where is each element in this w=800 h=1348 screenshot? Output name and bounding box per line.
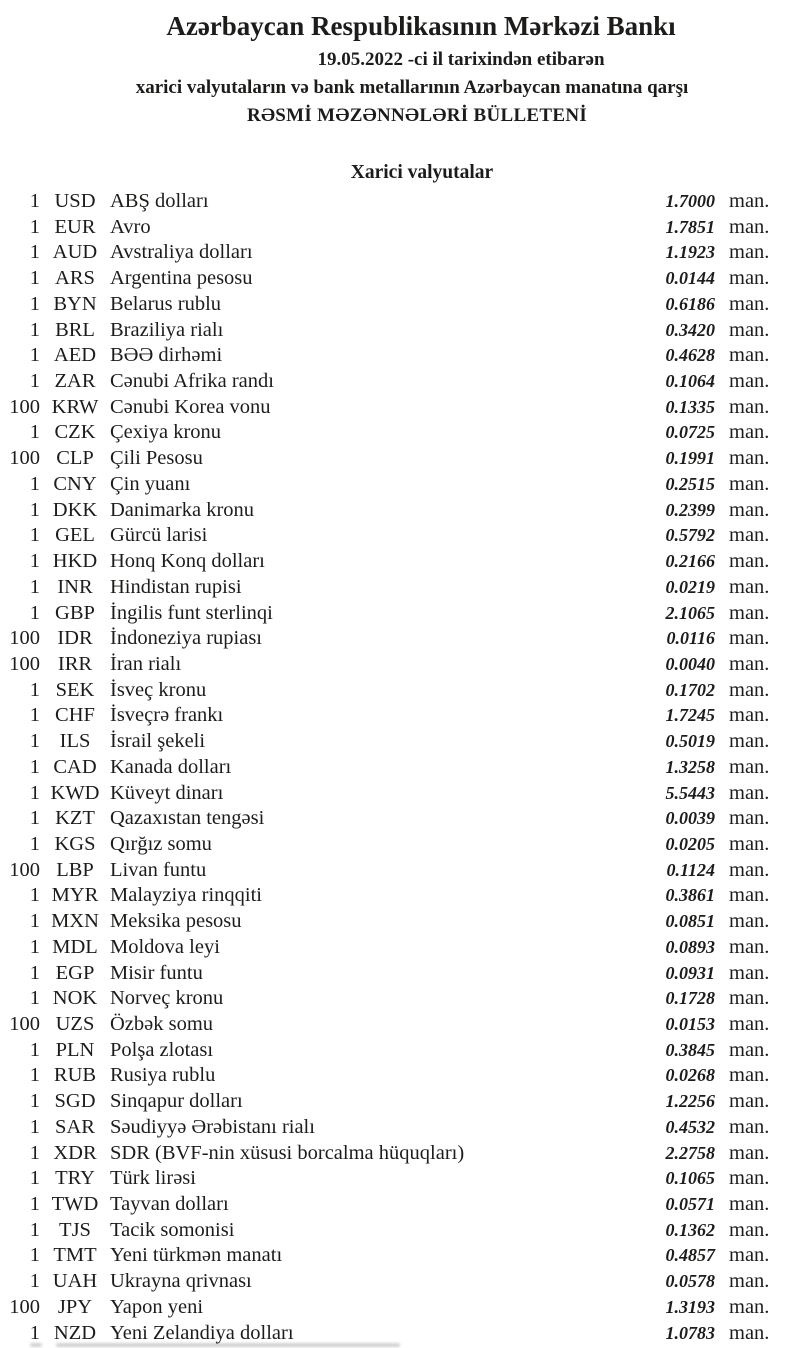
manat-unit: man. (729, 318, 770, 341)
currency-code: MDL (52, 935, 98, 958)
currency-name: Çili Pesosu (110, 447, 203, 470)
quantity: 1 (29, 370, 40, 393)
rate-value: 2.1065 (665, 602, 715, 623)
currency-code: AUD (52, 241, 98, 264)
currency-name: Kanada dolları (110, 755, 232, 778)
rate-row (0, 446, 800, 472)
manat-unit: man. (729, 1244, 770, 1267)
rate-value: 1.3193 (665, 1296, 715, 1317)
quantity: 1 (29, 190, 40, 212)
rate-row (0, 189, 800, 215)
quantity: 1 (29, 318, 40, 341)
manat-unit: man. (729, 550, 770, 573)
currency-name: Səudiyyə Ərəbistanı rialı (110, 1115, 315, 1138)
currency-code: USD (54, 190, 96, 212)
rate-row (0, 832, 800, 858)
currency-code: NZD (53, 1321, 97, 1344)
currency-name: ABŞ dolları (110, 190, 209, 212)
rate-row (0, 1012, 800, 1038)
rate-value: 0.0116 (666, 628, 715, 649)
rate-row (0, 1063, 800, 1089)
manat-unit: man. (729, 807, 770, 830)
rate-value: 0.0039 (665, 808, 715, 829)
currency-code: CHF (55, 704, 95, 727)
rate-value: 0.2399 (665, 499, 715, 520)
quantity: 1 (29, 292, 40, 315)
quantity: 100 (9, 652, 40, 675)
currency-code: INR (57, 575, 93, 598)
manat-unit: man. (729, 370, 770, 393)
rate-row (0, 1243, 800, 1269)
currency-name: Misir funtu (110, 961, 203, 984)
rate-value: 0.0205 (665, 833, 715, 854)
manat-unit: man. (729, 241, 770, 264)
rate-value: 1.2256 (665, 1091, 715, 1112)
currency-code: IRR (57, 652, 93, 675)
rate-row (0, 961, 800, 987)
bank-title: Azərbaycan Respublikasının Mərkəzi Bankı (166, 11, 676, 41)
currency-name: BƏƏ dirhəmi (110, 344, 223, 367)
rate-value: 0.2166 (665, 551, 715, 572)
rate-value: 0.4857 (665, 1245, 715, 1266)
rate-value: 0.3861 (665, 885, 715, 906)
currency-code: LBP (56, 858, 94, 881)
rate-row (0, 729, 800, 755)
rate-row (0, 343, 800, 369)
rate-value: 0.0040 (665, 653, 715, 674)
rate-value: 0.0725 (665, 422, 715, 443)
rate-row (0, 369, 800, 395)
currency-name: Sinqapur dolları (110, 1090, 243, 1113)
quantity: 1 (29, 884, 40, 907)
currency-code: ZAR (54, 370, 96, 393)
currency-name: Tayvan dolları (110, 1193, 229, 1216)
currency-name: Moldova leyi (110, 935, 220, 958)
rate-value: 0.4628 (665, 345, 715, 366)
currency-code: KZT (55, 807, 95, 830)
rate-value: 2.2758 (665, 1142, 715, 1163)
currency-code: TRY (55, 1167, 95, 1190)
rate-row (0, 215, 800, 241)
rate-value: 0.0144 (665, 268, 715, 289)
quantity: 1 (29, 472, 40, 495)
rate-row (0, 575, 800, 601)
quantity: 1 (29, 704, 40, 727)
quantity: 1 (29, 910, 40, 933)
currency-name: Livan funtu (110, 858, 207, 881)
currency-code: NOK (52, 987, 98, 1010)
quantity: 1 (29, 1038, 40, 1061)
manat-unit: man. (729, 730, 770, 753)
currency-name: Küveyt dinarı (110, 781, 224, 804)
manat-unit: man. (729, 498, 770, 521)
rate-value: 0.5019 (665, 731, 715, 752)
rate-value: 1.7245 (665, 705, 715, 726)
currency-code: KWD (50, 781, 100, 804)
rate-row (0, 472, 800, 498)
currency-code: GBP (55, 601, 95, 624)
rate-row (0, 1166, 800, 1192)
currency-code: AED (53, 344, 97, 367)
quantity: 100 (9, 395, 40, 418)
currency-name: Tacik somonisi (110, 1218, 235, 1241)
currency-code: TMT (53, 1244, 97, 1267)
quantity: 100 (9, 627, 40, 650)
currency-code: DKK (52, 498, 98, 521)
currency-code: TJS (59, 1218, 91, 1241)
currency-code: ARS (55, 267, 95, 290)
manat-unit: man. (729, 395, 770, 418)
rate-row (0, 1089, 800, 1115)
manat-unit: man. (729, 447, 770, 470)
quantity: 1 (29, 987, 40, 1010)
rate-value: 1.1923 (665, 242, 715, 263)
quantity: 1 (29, 498, 40, 521)
quantity: 1 (29, 1141, 40, 1164)
rate-value: 0.0931 (665, 962, 715, 983)
rate-value: 1.3258 (665, 756, 715, 777)
rate-value: 0.1064 (665, 371, 715, 392)
currency-name: Braziliya rialı (110, 318, 224, 341)
currency-name: Qazaxıstan tengəsi (110, 807, 265, 830)
currency-name: Danimarka kronu (110, 498, 255, 521)
currency-name: Honq Konq dolları (110, 550, 265, 573)
rate-row (0, 420, 800, 446)
quantity: 1 (29, 1218, 40, 1241)
quantity: 1 (29, 215, 40, 238)
currency-name: İngilis funt sterlinqi (110, 601, 273, 624)
manat-unit: man. (729, 344, 770, 367)
currency-name: SDR (BVF-nin xüsusi borcalma hüquqları) (110, 1141, 465, 1164)
rate-value: 5.5443 (665, 782, 715, 803)
currency-name: Ukrayna qrivnası (110, 1270, 252, 1293)
manat-unit: man. (729, 1295, 770, 1318)
currency-name: Meksika pesosu (110, 910, 242, 933)
manat-unit: man. (729, 472, 770, 495)
rate-row (0, 1269, 800, 1295)
currency-name: Türk lirəsi (110, 1167, 196, 1190)
currency-code: JPY (57, 1295, 93, 1318)
quantity: 100 (9, 1013, 40, 1035)
quantity: 1 (29, 1167, 40, 1190)
manat-unit: man. (729, 215, 770, 238)
manat-unit: man. (729, 1193, 770, 1216)
currency-name: İsveçrə frankı (110, 704, 224, 727)
manat-unit: man. (729, 421, 770, 444)
currency-code: SEK (55, 678, 95, 701)
currency-name: Özbək somu (110, 1013, 214, 1035)
rate-value: 0.1991 (665, 448, 715, 469)
currency-name: Avro (110, 215, 151, 238)
rate-value: 0.0893 (665, 936, 715, 957)
quantity: 100 (9, 447, 40, 470)
rate-value: 0.0578 (665, 1271, 715, 1292)
currency-name: Norveç kronu (110, 987, 224, 1010)
currency-code: EGP (55, 961, 95, 984)
manat-unit: man. (729, 575, 770, 598)
currency-code: CLP (56, 447, 94, 470)
rate-row (0, 1192, 800, 1218)
section-title-foreign-currencies: Xarici valyutalar (350, 162, 494, 183)
quantity: 1 (29, 781, 40, 804)
rate-value: 0.0219 (665, 576, 715, 597)
manat-unit: man. (729, 1167, 770, 1190)
manat-unit: man. (729, 190, 770, 212)
rate-value: 0.1702 (665, 679, 715, 700)
manat-unit: man. (729, 678, 770, 701)
rate-value: 0.1124 (666, 859, 715, 880)
manat-unit: man. (729, 524, 770, 547)
quantity: 1 (29, 601, 40, 624)
rate-value: 0.1362 (665, 1219, 715, 1240)
manat-unit: man. (729, 987, 770, 1010)
quantity: 100 (9, 1295, 40, 1318)
manat-unit: man. (729, 884, 770, 907)
currency-name: Argentina pesosu (110, 267, 253, 290)
rate-row (0, 266, 800, 292)
quantity: 1 (29, 755, 40, 778)
currency-code: MYR (51, 884, 99, 907)
manat-unit: man. (729, 601, 770, 624)
manat-unit: man. (729, 781, 770, 804)
manat-unit: man. (729, 1218, 770, 1241)
currency-code: TWD (51, 1193, 99, 1216)
currency-name: Avstraliya dolları (110, 241, 253, 264)
currency-code: BRL (55, 318, 95, 341)
currency-code: ILS (59, 730, 91, 753)
quantity: 1 (29, 1090, 40, 1113)
rate-value: 0.1335 (665, 396, 715, 417)
rate-row (0, 601, 800, 627)
cutoff-next-row-fragment (30, 1343, 42, 1347)
manat-unit: man. (729, 1321, 770, 1344)
quantity: 1 (29, 1321, 40, 1344)
currency-code: CNY (53, 472, 97, 495)
manat-unit: man. (729, 858, 770, 881)
rate-row (0, 1038, 800, 1064)
rate-row (0, 806, 800, 832)
currency-code: RUB (53, 1064, 97, 1087)
currency-code: UZS (55, 1013, 95, 1035)
manat-unit: man. (729, 1013, 770, 1035)
rate-row (0, 781, 800, 807)
manat-unit: man. (729, 627, 770, 650)
quantity: 1 (29, 1064, 40, 1087)
manat-unit: man. (729, 832, 770, 855)
rate-row (0, 292, 800, 318)
manat-unit: man. (729, 935, 770, 958)
manat-unit: man. (729, 1270, 770, 1293)
currency-code: PLN (55, 1038, 95, 1061)
manat-unit: man. (729, 1115, 770, 1138)
currency-name: Gürcü larisi (110, 524, 208, 547)
quantity: 1 (29, 241, 40, 264)
currency-code: UAH (52, 1270, 98, 1293)
rate-value: 0.0851 (665, 911, 715, 932)
quantity: 1 (29, 1193, 40, 1216)
currency-name: Hindistan rupisi (110, 575, 242, 598)
manat-unit: man. (729, 1064, 770, 1087)
currency-name: İsrail şekeli (110, 730, 206, 753)
currency-name: Polşa zlotası (110, 1038, 214, 1061)
rate-row (0, 883, 800, 909)
rate-row (0, 626, 800, 652)
quantity: 1 (29, 1270, 40, 1293)
currency-code: MXN (51, 910, 99, 933)
currency-name: Çin yuanı (110, 472, 191, 495)
rate-value: 0.1065 (665, 1168, 715, 1189)
quantity: 1 (29, 575, 40, 598)
currency-code: CZK (54, 421, 96, 444)
rate-value: 0.3845 (665, 1039, 715, 1060)
currency-name: İsveç kronu (110, 678, 207, 701)
quantity: 1 (29, 524, 40, 547)
manat-unit: man. (729, 1038, 770, 1061)
quantity: 1 (29, 832, 40, 855)
rate-value: 1.7851 (665, 216, 715, 237)
quantity: 1 (29, 1115, 40, 1138)
rate-row (0, 395, 800, 421)
rate-row (0, 523, 800, 549)
rate-row (0, 498, 800, 524)
currency-code: SGD (54, 1090, 96, 1113)
currency-code: EUR (54, 215, 96, 238)
currency-name: İran rialı (110, 652, 182, 675)
currency-name: Yeni Zelandiya dolları (110, 1321, 294, 1344)
rate-row (0, 1141, 800, 1167)
currency-name: Rusiya rublu (110, 1064, 216, 1087)
manat-unit: man. (729, 1141, 770, 1164)
currency-name: Belarus rublu (110, 292, 222, 315)
rate-row (0, 986, 800, 1012)
currency-name: Malayziya rinqqiti (110, 884, 262, 907)
rate-value: 1.0783 (665, 1322, 715, 1343)
currency-name: Qırğız somu (110, 832, 212, 855)
rate-row (0, 755, 800, 781)
rate-row (0, 318, 800, 344)
currency-code: HKD (52, 550, 98, 573)
rate-value: 0.0268 (665, 1065, 715, 1086)
rate-value: 0.1728 (665, 988, 715, 1009)
rate-value: 0.2515 (665, 473, 715, 494)
currency-code: XDR (53, 1141, 97, 1164)
quantity: 1 (29, 961, 40, 984)
rate-row (0, 1218, 800, 1244)
rate-row (0, 858, 800, 884)
currency-code: GEL (55, 524, 95, 547)
quantity: 1 (29, 1244, 40, 1267)
currency-code: IDR (57, 627, 93, 650)
quantity: 1 (29, 807, 40, 830)
rate-row (0, 549, 800, 575)
rate-value: 0.0571 (665, 1194, 715, 1215)
rate-row (0, 1115, 800, 1141)
quantity: 1 (29, 678, 40, 701)
quantity: 1 (29, 267, 40, 290)
quantity: 100 (9, 858, 40, 881)
subtitle-line: xarici valyutaların və bank metallarının Azərbaycan manatına qarşı (135, 77, 689, 98)
manat-unit: man. (729, 704, 770, 727)
manat-unit: man. (729, 292, 770, 315)
rate-value: 0.5792 (665, 525, 715, 546)
quantity: 1 (29, 421, 40, 444)
manat-unit: man. (729, 961, 770, 984)
cutoff-next-row-fragment (56, 1343, 400, 1347)
rate-row (0, 240, 800, 266)
rates-table (0, 189, 800, 1346)
quantity: 1 (29, 935, 40, 958)
manat-unit: man. (729, 652, 770, 675)
manat-unit: man. (729, 267, 770, 290)
effective-date-line: 19.05.2022 -ci il tarixindən etibarən (317, 49, 605, 70)
currency-name: İndoneziya rupiası (110, 627, 262, 650)
rate-row (0, 909, 800, 935)
manat-unit: man. (729, 1090, 770, 1113)
rate-value: 1.7000 (665, 191, 715, 211)
bulletin-title: RƏSMİ MƏZƏNNƏLƏRİ BÜLLETENİ (246, 105, 588, 126)
quantity: 1 (29, 550, 40, 573)
rate-row (0, 678, 800, 704)
currency-name: Yapon yeni (110, 1295, 204, 1318)
currency-name: Cənubi Korea vonu (110, 395, 271, 418)
rate-row (0, 1295, 800, 1321)
currency-code: KGS (54, 832, 96, 855)
rate-value: 0.6186 (665, 293, 715, 314)
currency-name: Yeni türkmən manatı (110, 1244, 283, 1267)
quantity: 1 (29, 730, 40, 753)
currency-code: SAR (55, 1115, 95, 1138)
rate-row (0, 652, 800, 678)
rate-value: 0.3420 (665, 319, 715, 340)
manat-unit: man. (729, 755, 770, 778)
rate-row (0, 703, 800, 729)
manat-unit: man. (729, 910, 770, 933)
rate-value: 0.4532 (665, 1116, 715, 1137)
currency-code: BYN (53, 292, 97, 315)
rate-value: 0.0153 (665, 1014, 715, 1034)
quantity: 1 (29, 344, 40, 367)
currency-name: Çexiya kronu (110, 421, 222, 444)
rate-row (0, 935, 800, 961)
currency-code: CAD (53, 755, 97, 778)
currency-name: Cənubi Afrika randı (110, 370, 274, 393)
currency-code: KRW (51, 395, 99, 418)
